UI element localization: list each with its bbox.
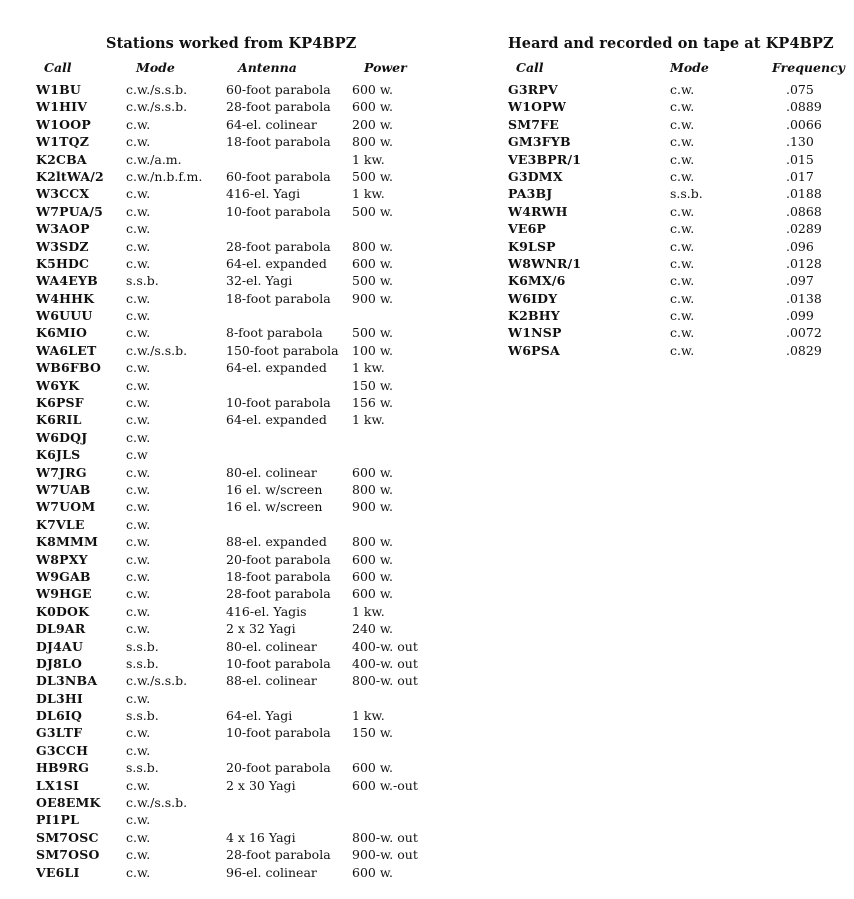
table-row — [36, 585, 436, 602]
mode-cell: c.w. — [126, 586, 151, 602]
antenna-cell: 80-el. colinear — [226, 638, 317, 654]
left-header-power: Power — [364, 60, 407, 75]
left-header-mode: Mode — [136, 60, 175, 75]
table-row — [36, 516, 436, 533]
table-row — [508, 272, 838, 289]
call-sign-cell: G3DMX — [508, 168, 563, 184]
mode-cell: c.w. — [670, 151, 695, 167]
table-row — [36, 151, 436, 168]
power-cell: 600 w. — [352, 760, 394, 776]
table-row — [36, 777, 436, 794]
mode-cell: c.w. — [670, 290, 695, 306]
call-sign-cell: W1BU — [36, 82, 82, 97]
call-sign-cell: G3RPV — [508, 82, 558, 97]
mode-cell: c.w. — [670, 238, 695, 254]
mode-cell: c.w. — [126, 377, 151, 393]
power-cell: 1 kw. — [352, 151, 385, 167]
call-sign-cell: OE8EMK — [36, 795, 101, 811]
call-sign-cell: WA6LET — [36, 342, 97, 358]
mode-cell: c.w. — [670, 203, 695, 219]
mode-cell: c.w. — [126, 690, 151, 706]
antenna-cell: 2 x 30 Yagi — [226, 777, 296, 793]
mode-cell: c.w./a.m. — [126, 151, 182, 167]
power-cell: 500 w. — [352, 325, 394, 341]
call-sign-cell: W6YK — [36, 377, 80, 393]
table-row — [36, 324, 436, 341]
mode-cell: c.w. — [670, 134, 695, 150]
table-row — [36, 411, 436, 428]
table-row — [508, 342, 838, 359]
mode-cell: c.w. — [126, 812, 151, 828]
call-sign-cell: K6RIL — [36, 412, 82, 428]
mode-cell: s.s.b. — [126, 273, 159, 289]
antenna-cell: 60-foot parabola — [226, 82, 331, 97]
frequency-cell: .0868 — [786, 203, 822, 219]
table-row — [36, 238, 436, 255]
table-row — [508, 98, 838, 115]
mode-cell: s.s.b. — [126, 638, 159, 654]
table-row — [36, 481, 436, 498]
power-cell: 800 w. — [352, 481, 394, 497]
heard-recorded-table — [508, 81, 838, 359]
call-sign-cell: PA3BJ — [508, 186, 553, 202]
call-sign-cell: GM3FYB — [508, 134, 571, 150]
frequency-cell: .075 — [786, 82, 814, 97]
mode-cell: c.w. — [126, 499, 151, 515]
table-row — [508, 81, 838, 98]
antenna-cell: 64-el. Yagi — [226, 708, 293, 724]
call-sign-cell: K8MMM — [36, 534, 99, 550]
frequency-cell: .017 — [786, 168, 814, 184]
frequency-cell: .0829 — [786, 342, 822, 358]
power-cell: 600 w. — [352, 255, 394, 271]
table-row — [508, 116, 838, 133]
call-sign-cell: W9HGE — [36, 586, 92, 602]
antenna-cell: 96-el. colinear — [226, 864, 317, 880]
mode-cell: c.w. — [126, 568, 151, 584]
table-row — [36, 638, 436, 655]
antenna-cell: 64-el. expanded — [226, 255, 327, 271]
call-sign-cell: DL3HI — [36, 690, 83, 706]
antenna-cell: 18-foot parabola — [226, 568, 331, 584]
call-sign-cell: G3LTF — [36, 725, 83, 741]
call-sign-cell: W7UOM — [36, 499, 96, 515]
table-row — [36, 724, 436, 741]
table-row — [508, 307, 838, 324]
call-sign-cell: W6DQJ — [36, 429, 88, 445]
power-cell: 500 w. — [352, 203, 394, 219]
frequency-cell: .099 — [786, 308, 814, 324]
table-row — [36, 464, 436, 481]
call-sign-cell: WB6FBO — [36, 360, 102, 376]
power-cell: 900 w. — [352, 499, 394, 515]
table-row — [36, 168, 436, 185]
antenna-cell: 64-el. expanded — [226, 360, 327, 376]
power-cell: 600 w. — [352, 586, 394, 602]
antenna-cell: 28-foot parabola — [226, 238, 331, 254]
table-row — [36, 498, 436, 515]
right-header-call: Call — [516, 60, 544, 75]
call-sign-cell: K9LSP — [508, 238, 556, 254]
frequency-cell: .0138 — [786, 290, 822, 306]
table-row — [36, 290, 436, 307]
table-row — [508, 324, 838, 341]
mode-cell: c.w./s.s.b. — [126, 673, 188, 689]
mode-cell: c.w. — [670, 273, 695, 289]
table-row — [36, 568, 436, 585]
call-sign-cell: W1TQZ — [36, 134, 90, 150]
table-row — [508, 220, 838, 237]
call-sign-cell: DL3NBA — [36, 673, 98, 689]
table-row — [36, 742, 436, 759]
table-row — [36, 655, 436, 672]
table-row — [36, 307, 436, 324]
table-row — [36, 81, 436, 98]
mode-cell: c.w. — [670, 168, 695, 184]
mode-cell: c.w. — [126, 516, 151, 532]
call-sign-cell: K5HDC — [36, 255, 90, 271]
mode-cell: s.s.b. — [126, 760, 159, 776]
power-cell: 600 w. — [352, 99, 394, 115]
call-sign-cell: W6PSA — [508, 342, 560, 358]
mode-cell: c.w. — [670, 342, 695, 358]
mode-cell: c.w. — [126, 534, 151, 550]
mode-cell: s.s.b. — [126, 708, 159, 724]
frequency-cell: .0289 — [786, 221, 822, 237]
mode-cell: s.s.b. — [670, 186, 703, 202]
call-sign-cell: VE3BPR/1 — [508, 151, 582, 167]
mode-cell: c.w. — [126, 429, 151, 445]
mode-cell: c.w. — [126, 603, 151, 619]
power-cell: 800 w. — [352, 134, 394, 150]
mode-cell: c.w./s.s.b. — [126, 99, 188, 115]
power-cell: 400-w. out — [352, 638, 418, 654]
call-sign-cell: W3AOP — [36, 221, 90, 237]
mode-cell: c.w. — [126, 325, 151, 341]
power-cell: 600 w.-out — [352, 777, 418, 793]
antenna-cell: 80-el. colinear — [226, 464, 317, 480]
call-sign-cell: K6MX/6 — [508, 273, 566, 289]
antenna-cell: 10-foot parabola — [226, 655, 331, 671]
mode-cell: c.w. — [126, 725, 151, 741]
mode-cell: c.w. — [670, 325, 695, 341]
mode-cell: c.w. — [126, 238, 151, 254]
table-row — [36, 133, 436, 150]
call-sign-cell: W4RWH — [508, 203, 568, 219]
call-sign-cell: K7VLE — [36, 516, 85, 532]
antenna-cell: 18-foot parabola — [226, 290, 331, 306]
antenna-cell: 28-foot parabola — [226, 99, 331, 115]
antenna-cell: 2 x 32 Yagi — [226, 621, 296, 637]
mode-cell: c.w. — [126, 221, 151, 237]
power-cell: 800 w. — [352, 534, 394, 550]
power-cell: 1 kw. — [352, 708, 385, 724]
mode-cell: c.w. — [126, 864, 151, 880]
table-row — [36, 794, 436, 811]
mode-cell: c.w. — [126, 777, 151, 793]
call-sign-cell: K6JLS — [36, 447, 81, 463]
mode-cell: c.w. — [670, 221, 695, 237]
call-sign-cell: K6PSF — [36, 395, 84, 411]
power-cell: 1 kw. — [352, 360, 385, 376]
antenna-cell: 20-foot parabola — [226, 551, 331, 567]
call-sign-cell: W7JRG — [36, 464, 87, 480]
frequency-cell: .0188 — [786, 186, 822, 202]
call-sign-cell: W8PXY — [36, 551, 88, 567]
antenna-cell: 10-foot parabola — [226, 725, 331, 741]
mode-cell: c.w. — [126, 203, 151, 219]
table-row — [36, 551, 436, 568]
antenna-cell: 16 el. w/screen — [226, 499, 323, 515]
power-cell: 900-w. out — [352, 847, 418, 863]
power-cell: 500 w. — [352, 273, 394, 289]
table-row — [36, 116, 436, 133]
table-row — [508, 203, 838, 220]
antenna-cell: 416-el. Yagis — [226, 603, 307, 619]
call-sign-cell: VE6P — [508, 221, 547, 237]
antenna-cell: 18-foot parabola — [226, 134, 331, 150]
table-row — [508, 168, 838, 185]
call-sign-cell: W3SDZ — [36, 238, 89, 254]
stations-worked-table — [36, 81, 436, 881]
mode-cell: c.w. — [126, 290, 151, 306]
antenna-cell: 88-el. colinear — [226, 673, 317, 689]
mode-cell: c.w. — [670, 255, 695, 271]
table-row — [36, 255, 436, 272]
call-sign-cell: W3CCX — [36, 186, 90, 202]
power-cell: 100 w. — [352, 342, 394, 358]
mode-cell: c.w. — [670, 82, 695, 97]
table-row — [36, 377, 436, 394]
mode-cell: c.w. — [126, 308, 151, 324]
antenna-cell: 60-foot parabola — [226, 168, 331, 184]
mode-cell: c.w. — [126, 621, 151, 637]
table-row — [36, 203, 436, 220]
table-row — [36, 342, 436, 359]
call-sign-cell: K2ltWA/2 — [36, 168, 104, 184]
call-sign-cell: G3CCH — [36, 742, 89, 758]
left-section-title: Stations worked from KP4BPZ — [106, 35, 357, 52]
antenna-cell: 28-foot parabola — [226, 847, 331, 863]
call-sign-cell: W1HIV — [36, 99, 88, 115]
power-cell: 1 kw. — [352, 412, 385, 428]
call-sign-cell: K2BHY — [508, 308, 560, 324]
call-sign-cell: W1OPW — [508, 99, 567, 115]
antenna-cell: 10-foot parabola — [226, 395, 331, 411]
call-sign-cell: SM7FE — [508, 116, 559, 132]
table-row — [36, 864, 436, 881]
table-row — [36, 620, 436, 637]
call-sign-cell: PI1PL — [36, 812, 80, 828]
table-row — [36, 690, 436, 707]
table-row — [36, 359, 436, 376]
mode-cell: c.w./s.s.b. — [126, 342, 188, 358]
antenna-cell: 416-el. Yagi — [226, 186, 301, 202]
frequency-cell: .0889 — [786, 99, 822, 115]
power-cell: 200 w. — [352, 116, 394, 132]
call-sign-cell: HB9RG — [36, 760, 90, 776]
antenna-cell: 28-foot parabola — [226, 586, 331, 602]
table-row — [508, 151, 838, 168]
antenna-cell: 20-foot parabola — [226, 760, 331, 776]
mode-cell: c.w. — [126, 481, 151, 497]
call-sign-cell: SM7OSC — [36, 829, 99, 845]
table-row — [508, 255, 838, 272]
mode-cell: c.w. — [670, 99, 695, 115]
mode-cell: c.w. — [126, 395, 151, 411]
antenna-cell: 16 el. w/screen — [226, 481, 323, 497]
table-row — [36, 429, 436, 446]
call-sign-cell: W7UAB — [36, 481, 91, 497]
left-header-call: Call — [44, 60, 72, 75]
mode-cell: c.w. — [126, 360, 151, 376]
call-sign-cell: DL9AR — [36, 621, 86, 637]
antenna-cell: 10-foot parabola — [226, 203, 331, 219]
power-cell: 150 w. — [352, 725, 394, 741]
call-sign-cell: W7PUA/5 — [36, 203, 104, 219]
power-cell: 900 w. — [352, 290, 394, 306]
mode-cell: c.w./s.s.b. — [126, 82, 188, 97]
power-cell: 400-w. out — [352, 655, 418, 671]
call-sign-cell: W6IDY — [508, 290, 558, 306]
table-row — [36, 603, 436, 620]
power-cell: 600 w. — [352, 551, 394, 567]
mode-cell: c.w. — [126, 742, 151, 758]
power-cell: 600 w. — [352, 864, 394, 880]
call-sign-cell: K0DOK — [36, 603, 90, 619]
table-row — [36, 394, 436, 411]
power-cell: 500 w. — [352, 168, 394, 184]
call-sign-cell: W1NSP — [508, 325, 562, 341]
power-cell: 800 w. — [352, 238, 394, 254]
call-sign-cell: W1OOP — [36, 116, 91, 132]
mode-cell: c.w. — [126, 412, 151, 428]
mode-cell: c.w. — [670, 308, 695, 324]
table-row — [508, 238, 838, 255]
call-sign-cell: DJ8LO — [36, 655, 83, 671]
antenna-cell: 32-el. Yagi — [226, 273, 293, 289]
table-row — [36, 446, 436, 463]
table-row — [36, 846, 436, 863]
call-sign-cell: K2CBA — [36, 151, 87, 167]
mode-cell: c.w. — [126, 186, 151, 202]
power-cell: 156 w. — [352, 395, 394, 411]
mode-cell: c.w. — [670, 116, 695, 132]
frequency-cell: .097 — [786, 273, 814, 289]
power-cell: 600 w. — [352, 568, 394, 584]
call-sign-cell: W6UUU — [36, 308, 93, 324]
antenna-cell: 4 x 16 Yagi — [226, 829, 296, 845]
table-row — [36, 533, 436, 550]
table-row — [36, 759, 436, 776]
mode-cell: c.w. — [126, 116, 151, 132]
power-cell: 1 kw. — [352, 603, 385, 619]
power-cell: 800-w. out — [352, 673, 418, 689]
antenna-cell: 150-foot parabola — [226, 342, 339, 358]
frequency-cell: .130 — [786, 134, 814, 150]
mode-cell: c.w. — [126, 464, 151, 480]
call-sign-cell: W4HHK — [36, 290, 95, 306]
power-cell: 240 w. — [352, 621, 394, 637]
call-sign-cell: WA4EYB — [36, 273, 98, 289]
call-sign-cell: W8WNR/1 — [508, 255, 582, 271]
call-sign-cell: DJ4AU — [36, 638, 84, 654]
frequency-cell: .015 — [786, 151, 814, 167]
table-row — [36, 707, 436, 724]
mode-cell: c.w. — [126, 551, 151, 567]
power-cell: 600 w. — [352, 82, 394, 97]
mode-cell: c.w. — [126, 829, 151, 845]
frequency-cell: .0128 — [786, 255, 822, 271]
table-row — [36, 672, 436, 689]
right-header-mode: Mode — [670, 60, 709, 75]
right-header-frequency: Frequency — [772, 60, 845, 75]
table-row — [36, 829, 436, 846]
table-row — [508, 185, 838, 202]
power-cell: 150 w. — [352, 377, 394, 393]
table-row — [36, 98, 436, 115]
power-cell: 800-w. out — [352, 829, 418, 845]
antenna-cell: 88-el. expanded — [226, 534, 327, 550]
antenna-cell: 64-el. expanded — [226, 412, 327, 428]
call-sign-cell: K6MIO — [36, 325, 88, 341]
table-row — [508, 133, 838, 150]
power-cell: 600 w. — [352, 464, 394, 480]
table-row — [36, 185, 436, 202]
frequency-cell: .0072 — [786, 325, 822, 341]
power-cell: 1 kw. — [352, 186, 385, 202]
mode-cell: c.w. — [126, 134, 151, 150]
right-section-title: Heard and recorded on tape at KP4BPZ — [508, 35, 834, 52]
mode-cell: s.s.b. — [126, 655, 159, 671]
antenna-cell: 64-el. colinear — [226, 116, 317, 132]
left-header-antenna: Antenna — [238, 60, 297, 75]
mode-cell: c.w. — [126, 255, 151, 271]
table-row — [36, 811, 436, 828]
call-sign-cell: VE6LI — [36, 864, 80, 880]
table-row — [36, 220, 436, 237]
mode-cell: c.w — [126, 447, 148, 463]
mode-cell: c.w. — [126, 847, 151, 863]
call-sign-cell: W9GAB — [36, 568, 91, 584]
frequency-cell: .096 — [786, 238, 814, 254]
table-row — [508, 290, 838, 307]
call-sign-cell: DL6IQ — [36, 708, 83, 724]
antenna-cell: 8-foot parabola — [226, 325, 323, 341]
mode-cell: c.w./s.s.b. — [126, 795, 188, 811]
table-row — [36, 272, 436, 289]
call-sign-cell: SM7OSO — [36, 847, 100, 863]
frequency-cell: .0066 — [786, 116, 822, 132]
mode-cell: c.w./n.b.f.m. — [126, 168, 203, 184]
call-sign-cell: LX1SI — [36, 777, 80, 793]
